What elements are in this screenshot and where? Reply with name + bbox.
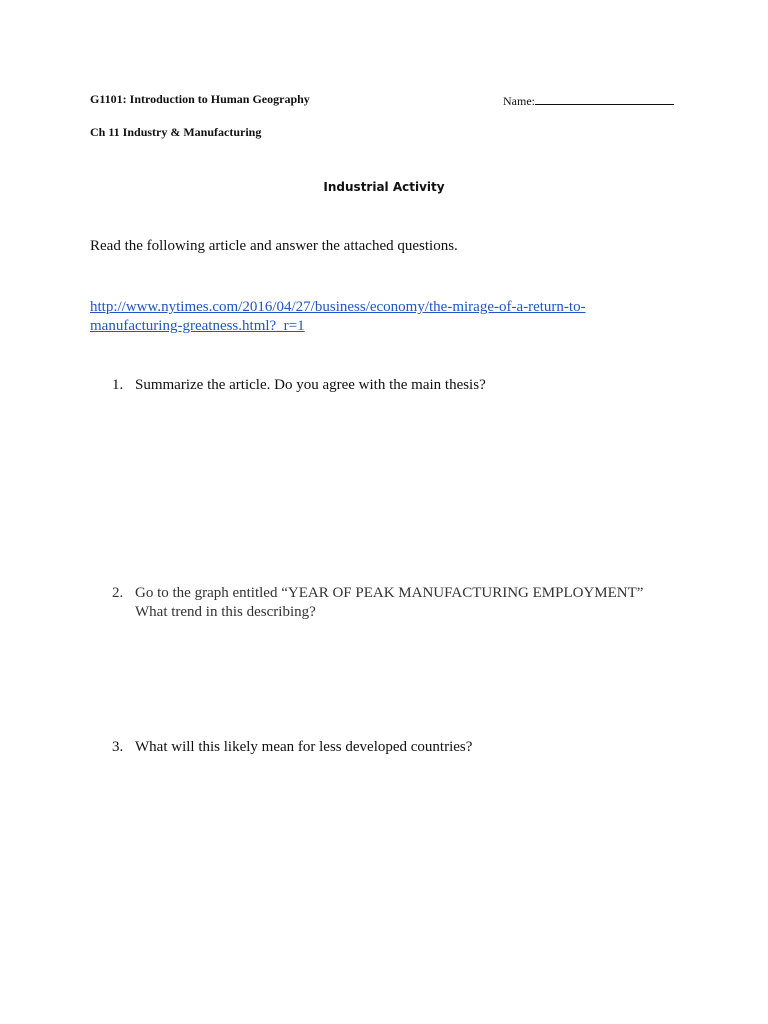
article-link-line-2[interactable]: manufacturing-greatness.html?_r=1 bbox=[90, 318, 305, 334]
question-number: 1. bbox=[112, 377, 124, 393]
question-text-line-2: What trend in this describing? bbox=[135, 604, 316, 620]
article-link[interactable] bbox=[90, 298, 650, 336]
question-text bbox=[135, 584, 695, 622]
question-number: 3. bbox=[112, 739, 124, 755]
question-text: Summarize the article. Do you agree with the main thesis? bbox=[135, 377, 486, 393]
chapter-title: Ch 11 Industry & Manufacturing bbox=[90, 125, 262, 139]
instructions-text: Read the following article and answer the attached questions. bbox=[90, 238, 458, 254]
name-field[interactable] bbox=[503, 92, 674, 109]
activity-title: Industrial Activity bbox=[323, 180, 445, 194]
article-link-line-1[interactable]: http://www.nytimes.com/2016/04/27/business/economy/the-mirage-of-a-return-to- bbox=[90, 299, 586, 315]
course-title: G1101: Introduction to Human Geography bbox=[90, 92, 310, 106]
name-blank-line[interactable] bbox=[535, 92, 674, 105]
name-label: Name: bbox=[503, 94, 535, 108]
question-text: What will this likely mean for less developed countries? bbox=[135, 739, 473, 755]
question-text-line-1: Go to the graph entitled “YEAR OF PEAK MANUFACTURING EMPLOYMENT” bbox=[135, 585, 644, 601]
question-number: 2. bbox=[112, 585, 124, 601]
